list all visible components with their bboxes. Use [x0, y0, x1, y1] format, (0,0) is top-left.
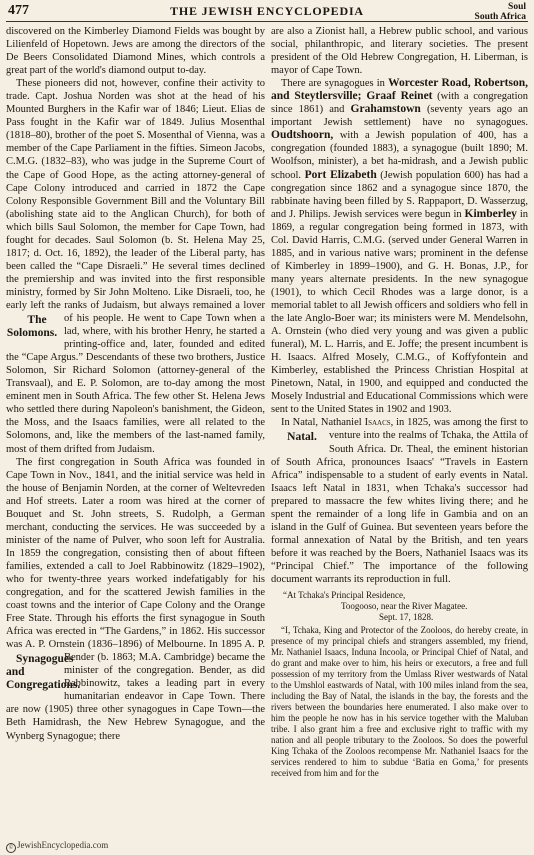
site-credit-text: JewishEncyclopedia.com — [17, 840, 109, 850]
page-title: THE JEWISH ENCYCLOPEDIA — [170, 4, 364, 18]
paragraph-text: 1863; M.A. Cambridge) became the minister of the congregation. Bender, as did Rabbinowitz, takes a leading part in every humanitarian endeavor in Cape Town. There are now (1905) three other synagogues in Cape Town—the Beth Hamidrash, the New Hebrew Synagogue, and the Wynberg Synagogue; there — [6, 652, 265, 742]
paragraph-text: Town when a lad, where, with his brother Henry, he started a printing-office and, later, founded and edited the “Cape Argus.” Descendants of these two brothers, Justice Solomon, Sir Richard Solomon (attorney-general of the Transvaal), and E. P. Solomon, are to-day among the most eminent men in South Africa. The few other St. Helena Jews who settled there during Napoleon's banishment, the Gideon, the Moss, and the Isaacs families, were all related to the Solomons, and, like the members of the last-named family, most of them drifted from Judaism. — [6, 313, 265, 455]
document-heading — [271, 590, 528, 622]
paragraph-text: The first congregation in South Africa was founded in Cape Town in Nov., 1841, and the initial service was held in the house of Benjamin Norden, at the corner of Weltevreden and Hof streets. Later a room was hired at the corner of Bouquet and St. John streets, S. Rudolph, a German merchant, conducting the services. He was succeeded by a minister of the name of Pulver, who soon left for Australia. In 1859 the congregation, consisting then of about fifteen families, extended a call to Joel Rabbinowitz (1829–1902), who for twenty-three years worked indefatigably for his congregation, and for the scattered Jewish families in the coast towns and the interior of Cape Colony and the Orange Free State. Through his efforts the first synagogue in South Africa was erected in “The Gardens,” in 1862. His successor was A. P. Ornstein (1836–1896) of Melbourne. In 1895 A. P. Bender (b. — [6, 456, 265, 664]
copyright-icon: © — [6, 843, 16, 853]
running-head-line-1: Soul — [508, 2, 526, 12]
paragraph-text: There are synagogues in — [281, 78, 385, 90]
side-heading-synagogues: Synagogues and Congregations. — [6, 653, 81, 692]
document-heading-line: Sept. 17, 1828. — [379, 611, 434, 622]
place-heading: Port Elizabeth — [304, 168, 377, 181]
paragraph — [271, 77, 528, 416]
paragraph-text: (Jewish population 600) has had a congregation since 1862 and a synagogue since 1870, the rabbinate having been filled by S. Rappaport, D. Wasserzug, and J. Philips. Jewish services were begun in — [271, 169, 528, 220]
paragraph-text: in 1869, a regular congregation being formed in 1873, with Col. David Harris, C.M.G. (served under General Warren in 1885, and in various native wars; prominent in the defense of Kimberley in 1899–1900), and G. H. Bonas, J.P., for many years alternate presidents. In the new synagogue (1901), to which Cecil Rhodes was a large donor, is a memorial tablet to all Jewish officers and soldiers who fell in the late Anglo-Boer war; its ministers were M. Mendelsohn, A. Ornstein (who died very young and was given a public funeral), M. L. Harris, and E. Joffe; the present incumbent is H. Isaacs. Alfred Mosely, C.M.G., of Koffyfontein and Kimberley, established the Princess Christian Hospital at Pinetown, Natal, in 1900, and equipped and conducted the Mosely Industrial and Educational Commissions which were sent to the United States in 1902 and 1903. — [271, 208, 528, 416]
paragraph-text: with a Jewish population of 400, has a congregation (founded 1883), a synagogue (built 1890; M. Woolfson, minister), a bet ha-midrash, and a Jewish public school. — [271, 130, 528, 181]
page-number: 477 — [8, 3, 29, 18]
paragraph-text: (with a congregation since 1861) and — [271, 91, 528, 116]
running-head — [475, 3, 526, 22]
running-head-line-2: South Africa — [474, 11, 526, 22]
paragraph — [6, 77, 265, 455]
left-column — [6, 25, 265, 847]
right-column — [271, 25, 528, 847]
paragraph-text: Attila of South Africa. Dr. Theal, the eminent historian of South Africa, pronounces Isaacs' “Travels in Eastern Africa” indispensable to a student of early events in Natal. Isaacs left Natal in 1831, when Tchaka's successor had prepared to massacre the few whites living there; and he spent the remainder of a long life in Gambia and on an island in the Gulf of Guinea. But seventeen years before the formal annexation of Natal by the British, and ten years before it was reached by the Boers, Nathaniel Isaacs was its “Principal Chief.” The importance of the following document warrants its reproduction in full. — [271, 430, 528, 585]
paragraph-text: In Natal, Nathaniel — [281, 417, 362, 429]
site-credit — [6, 840, 108, 853]
quoted-document — [271, 625, 528, 779]
paragraph — [271, 416, 528, 586]
place-heading: Kimberley — [464, 207, 517, 220]
document-heading-line: “At Tchaka's Principal Residence, — [283, 590, 406, 601]
name-small-caps: Isaacs — [364, 417, 391, 429]
side-heading-natal: Natal. — [287, 431, 317, 444]
quoted-paragraph: “I, Tchaka, King and Protector of the Zooloos, do hereby create, in presence of my principal chiefs and strangers assembled, my friend, Mr. Nathaniel Isaacs, Induna Incoola, or Principal Chief of Natal, and do grant and make over to him, his heirs or executors, a free and full possession of my territory from the Umlass River westwards of Natal to the Umshlol eastwards of Natal, with 100 miles inland from the sea, including the Bay of Natal, the islands in the bay, the forests and the rivers between the boundaries here enumerated. I also make over to him the people he now has in his service together with the Maluban tribe. I also grant him a free and exclusive right to traffic with my nation and all people tributary to the Zooloos. So does the powerful King Tchaka of the Zooloos recompense Mr. Nathaniel Isaacs for the services rendered to him to subdue ‘Batia en Goma,’ for presents received from him and for the — [271, 625, 528, 779]
place-heading: Oudtshoorn, — [271, 129, 334, 142]
document-heading-line: Toogooso, near the River Magatee. — [341, 600, 468, 611]
place-heading: Grahamstown — [350, 103, 421, 116]
paragraph-text: , in 1825, was among the first to venture into the realms of Tchaka, the — [329, 417, 528, 442]
paragraph-text: These pioneers did not, however, confine their activity to trade. Capt. Joshua Norden was shot at the head of his Mounted Burghers in the Kafir war of 1846; Lieut. Elias de Pass fought in the Kafir war of 1849. Julius Mosenthal (1818–80), brother of the poet S. Mosenthal of Vienna, was a member of the Cape Parliament in the fifties. Simeon Jacobs, C.M.G. (1832–83), who was judge in the Supreme Court of the Cape of Good Hope, as the acting attorney-general of Cape Colony introduced and carried in 1872 the Cape Colony Responsible Government Bill and the Voluntary Bill (abolishing state aid to the Anglican Church), for both of which bills Saul Solomon, the member for Cape Town, had fought for decades. Saul Solomon (b. St. Helena May 25, 1817; d. Oct. 16, 1892), the leader of the Liberal party, has been called the “Cape Disraeli.” He several times declined the premiership and was invited into the first responsible ministry, formed by Sir John Molteno. Like Disraeli, too, he early left the ranks of Judaism, but always remained a lover of his people. He went to Cape — [6, 78, 265, 325]
paragraph-text: (seventy years ago an important Jewish settlement) have no synagogues. — [271, 104, 528, 129]
paragraph: are also a Zionist hall, a Hebrew public school, and various social, philanthropic, and literary societies. The present president of the Old Hebrew Congregation, H. Liberman, is mayor of Cape Town. — [271, 26, 528, 77]
text-columns — [6, 25, 528, 847]
place-heading: Worcester Road, Robertson, and Steytlersville; Graaf Reinet — [271, 77, 528, 103]
paragraph — [6, 456, 265, 743]
page-header — [6, 3, 528, 22]
side-heading-solomons: The Solomons. — [6, 314, 58, 340]
paragraph: discovered on the Kimberley Diamond Fields was bought by Lilienfeld of Hopetown. Jews are among the directors of the De Beers Consolidated Diamond Mines, which controls a great part of the world's diamond output to-day. — [6, 26, 265, 77]
